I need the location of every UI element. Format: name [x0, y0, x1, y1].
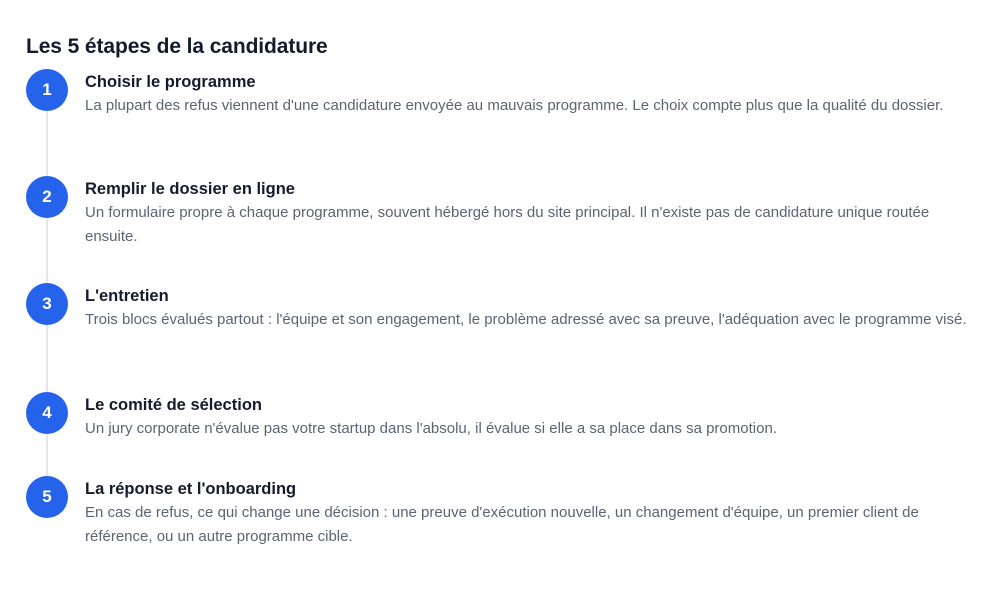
- step-rail: [26, 176, 68, 283]
- step-description: Trois blocs évalués partout : l'équipe et son engagement, le problème adressé avec sa preuve, l'adéquation avec le programme visé.: [85, 311, 967, 328]
- step-body: [85, 476, 974, 549]
- step-item-5: [26, 476, 974, 566]
- step-item-2: [26, 176, 974, 283]
- step-connector-line: [46, 218, 48, 283]
- step-connector-line: [46, 325, 48, 392]
- step-description: En cas de refus, ce qui change une décision : une preuve d'exécution nouvelle, un changement d'équipe, un premier client de référence, ou un autre programme cible.: [85, 504, 919, 545]
- step-rail: [26, 476, 68, 566]
- step-rail: [26, 392, 68, 476]
- step-title: Remplir le dossier en ligne: [85, 180, 295, 198]
- step-body: [85, 176, 974, 249]
- step-rail: [26, 283, 68, 392]
- step-description: Un jury corporate n'évalue pas votre startup dans l'absolu, il évalue si elle a sa place dans sa promotion.: [85, 420, 777, 437]
- step-number-badge: 3: [26, 283, 68, 325]
- step-number-badge: 2: [26, 176, 68, 218]
- step-title: Choisir le programme: [85, 73, 256, 91]
- steps-list: [26, 69, 974, 566]
- step-description: Un formulaire propre à chaque programme, souvent hébergé hors du site principal. Il n'existe pas de candidature unique routée ensuite.: [85, 204, 930, 245]
- step-body: [85, 69, 974, 118]
- page-title: Les 5 étapes de la candidature: [26, 35, 328, 58]
- step-description: La plupart des refus viennent d'une candidature envoyée au mauvais programme. Le choix compte plus que la qualité du dossier.: [85, 97, 944, 114]
- step-title: La réponse et l'onboarding: [85, 480, 297, 498]
- step-title: L'entretien: [85, 287, 169, 305]
- step-connector-line: [46, 111, 48, 176]
- step-item-4: [26, 392, 974, 476]
- step-body: [85, 283, 974, 332]
- step-body: [85, 392, 974, 441]
- step-item-3: [26, 283, 974, 392]
- step-number-badge: 5: [26, 476, 68, 518]
- step-number-badge: 4: [26, 392, 68, 434]
- step-rail: [26, 69, 68, 176]
- step-number-badge: 1: [26, 69, 68, 111]
- step-title: Le comité de sélection: [85, 396, 262, 414]
- step-item-1: [26, 69, 974, 176]
- step-connector-line: [46, 434, 48, 476]
